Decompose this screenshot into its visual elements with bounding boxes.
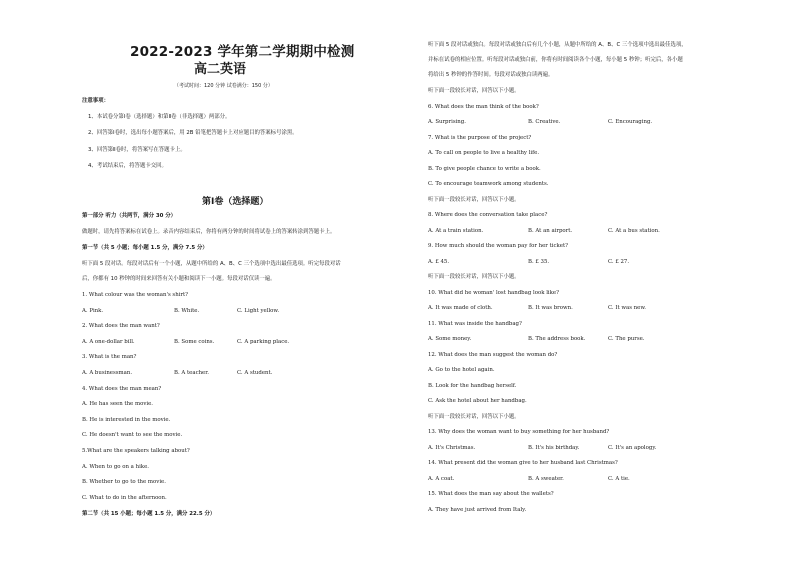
answer-option: C. Light yellow. bbox=[237, 307, 280, 314]
answer-option: C. £ 27. bbox=[608, 258, 630, 265]
answer-option: A. At a train station. bbox=[428, 227, 484, 234]
answer-option: A. It's Christmas. bbox=[428, 444, 476, 451]
answer-option: C. It was new. bbox=[608, 305, 647, 311]
section2-instructions: 将给出 5 秒钟的作答时间。每段对话或独白读两遍。 bbox=[428, 72, 554, 78]
answer-option: A. £ 45. bbox=[428, 258, 450, 265]
question-stem: 10. What did he woman' lost handbag look like? bbox=[428, 289, 560, 296]
answer-option: C. The purse. bbox=[608, 336, 645, 342]
exam-title: 2022-2023 学年第二学期期中检测 bbox=[130, 44, 355, 60]
answer-option: C. It's an apology. bbox=[608, 444, 657, 451]
answer-option: C. A parking place. bbox=[237, 338, 290, 345]
question-stem: 7. What is the purpose of the project? bbox=[428, 134, 532, 141]
question-stem: 11. What was inside the handbag? bbox=[428, 320, 522, 327]
answer-option: A. Some money. bbox=[428, 336, 472, 342]
answer-option: B. A sweater. bbox=[528, 475, 564, 482]
answer-option: A. Go to the hotel again. bbox=[428, 367, 495, 373]
question-stem: 4. What does the man mean? bbox=[82, 385, 162, 392]
question-stem: 5.What are the speakers talking about? bbox=[82, 448, 190, 454]
note-item: 4、考试结束后，将答题卡交回。 bbox=[88, 163, 167, 169]
answer-option: C. Encouraging. bbox=[608, 119, 653, 125]
answer-option: B. The address book. bbox=[528, 336, 586, 342]
section2-instructions: 听下面 5 段对话或独白。每段对话或独白后有几个小题，从题中所给的 A、B、C 三个选项中选出最佳选项， bbox=[428, 42, 687, 48]
answer-option: C. A student. bbox=[237, 370, 273, 376]
answer-option: B. Look for the handbag herself. bbox=[428, 382, 517, 389]
answer-option: C. Ask the hotel about her handbag. bbox=[428, 398, 527, 404]
note-item: 3、回答第Ⅱ卷时，将答案写在答题卡上。 bbox=[88, 147, 186, 153]
question-stem: 9. How much should the woman pay for her ticket? bbox=[428, 243, 569, 249]
part1-instructions: 做题时，请先将答案标在试卷上。录音内容结束后，你将有两分钟的时间将试卷上的答案转涂到答题卡上。 bbox=[82, 229, 336, 235]
answer-option: C. To encourage teamwork among students. bbox=[428, 181, 549, 187]
dialogue-lead: 听下面一段较长对话，回答以下小题。 bbox=[428, 413, 520, 420]
answer-option: B. Some coins. bbox=[174, 338, 215, 345]
question-stem: 15. What does the man say about the wallets? bbox=[428, 491, 554, 497]
answer-option: B. Creative. bbox=[528, 119, 561, 125]
part1-heading: 第一部分 听力（共两节，满分 30 分） bbox=[82, 213, 176, 219]
answer-option: C. A tie. bbox=[608, 475, 630, 482]
answer-option: B. White. bbox=[174, 307, 200, 314]
question-stem: 8. Where does the conversation take place? bbox=[428, 212, 548, 218]
answer-option: C. He doesn't want to see the movie. bbox=[82, 432, 183, 439]
answer-option: B. £ 35. bbox=[528, 258, 550, 265]
answer-option: B. A teacher. bbox=[174, 370, 209, 376]
section2-heading: 第二节（共 15 小题；每小题 1.5 分，满分 22.5 分） bbox=[82, 511, 216, 517]
section2-instructions: 并标在试卷的相应位置。听每段对话或独白前，你将有时间阅读各个小题，每小题 5 秒钟；听完后，各小题 bbox=[428, 57, 683, 63]
question-stem: 6. What does the man think of the book? bbox=[428, 103, 539, 110]
section1-instructions: 听下面 5 段对话。每段对话后有一个小题，从题中所给的 A、B、C 三个选项中选出最佳选项。听完每段对话 bbox=[82, 261, 341, 267]
answer-option: A. To call on people to live a healthy life. bbox=[428, 150, 540, 156]
question-stem: 2. What does the man want? bbox=[82, 323, 160, 330]
question-stem: 1. What colour was the woman's shirt? bbox=[82, 292, 189, 298]
answer-option: B. It was brown. bbox=[528, 305, 573, 311]
answer-option: A. Surprising. bbox=[428, 119, 466, 125]
dialogue-lead: 听下面一段较长对话，回答以下小题。 bbox=[428, 196, 520, 203]
answer-option: A. He has seen the movie. bbox=[82, 401, 153, 408]
answer-option: A. It was made of cloth. bbox=[428, 305, 493, 311]
answer-option: B. Whether to go to the movie. bbox=[82, 479, 166, 486]
question-stem: 3. What is the man? bbox=[82, 354, 137, 361]
dialogue-lead: 听下面一段较长对话，回答以下小题。 bbox=[428, 274, 520, 280]
answer-option: B. To give people chance to write a book. bbox=[428, 165, 541, 172]
note-item: 1、本试卷分第Ⅰ卷（选择题）和第Ⅱ卷（非选择题）两部分。 bbox=[88, 114, 231, 120]
answer-option: C. What to do in the afternoon. bbox=[82, 494, 167, 501]
answer-option: A. Pink. bbox=[82, 307, 104, 314]
question-stem: 14. What present did the woman give to her husband last Christmas? bbox=[428, 460, 618, 466]
section1-heading: 第一节（共 5 小题；每小题 1.5 分，满分 7.5 分） bbox=[82, 245, 208, 251]
answer-option: B. He is interested in the movie. bbox=[82, 416, 171, 423]
dialogue-lead: 听下面一段较长对话，回答以下小题。 bbox=[428, 88, 520, 94]
note-item: 2、回答第Ⅰ卷时，选出每小题答案后，用 2B 铅笔把答题卡上对应题目的答案标号涂黑。 bbox=[88, 130, 298, 136]
answer-option: C. At a bus station. bbox=[608, 227, 660, 234]
answer-option: A. A one-dollar bill. bbox=[82, 338, 135, 345]
answer-option: A. When to go on a hike. bbox=[82, 463, 149, 470]
exam-info: （考试时间：120 分钟 试卷满分：150 分） bbox=[174, 83, 273, 89]
answer-option: A. A businessman. bbox=[82, 370, 133, 376]
section1-instructions: 后，你都有 10 秒钟的时间来回答有关小题和阅读下一小题。每段对话仅读一遍。 bbox=[82, 276, 276, 282]
question-stem: 13. Why does the woman want to buy something for her husband? bbox=[428, 429, 610, 435]
answer-option: A. They have just arrived from Italy. bbox=[428, 506, 527, 513]
answer-option: B. It's his birthday. bbox=[528, 444, 580, 451]
exam-subtitle: 高二英语 bbox=[194, 62, 247, 77]
notes-heading: 注意事项： bbox=[82, 98, 109, 104]
answer-option: B. At an airport. bbox=[528, 227, 573, 234]
question-stem: 12. What does the man suggest the woman do? bbox=[428, 351, 558, 358]
answer-option: A. A coat. bbox=[428, 475, 455, 482]
volume-title: 第Ⅰ卷（选择题） bbox=[202, 197, 269, 207]
